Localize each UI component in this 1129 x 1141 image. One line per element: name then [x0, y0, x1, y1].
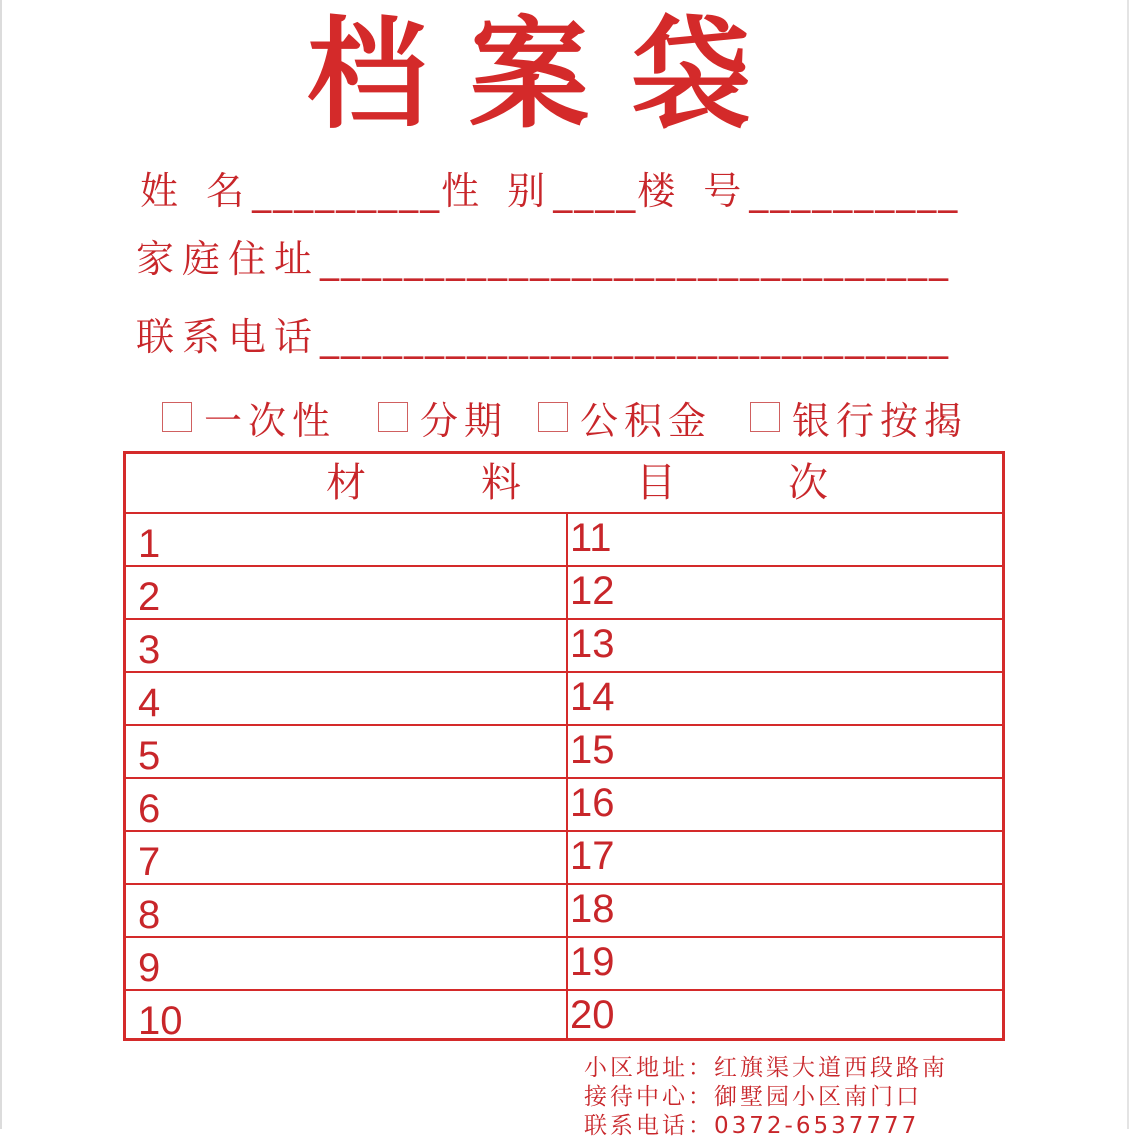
option-label: 银行按揭 [792, 398, 969, 443]
phone-label: 联系电话 [136, 315, 321, 359]
checkbox[interactable] [750, 402, 780, 432]
gender-field[interactable]: ____ [553, 169, 638, 213]
table-row [126, 514, 1002, 567]
row-number-left: 3 [138, 628, 161, 672]
option-lump-sum[interactable] [162, 394, 337, 443]
address-line [136, 236, 950, 282]
address-label: 家庭住址 [136, 237, 321, 281]
row-number-left: 1 [138, 522, 161, 566]
table-row [126, 567, 1002, 620]
header-char: 目 [636, 460, 676, 506]
phone-field[interactable]: ______________________________ [320, 315, 951, 359]
name-label: 姓 名 [140, 169, 253, 213]
address-field[interactable]: ______________________________ [320, 237, 951, 281]
header-char: 材 [326, 460, 366, 506]
table-row [126, 726, 1002, 779]
row-number-right: 15 [570, 728, 615, 772]
table-row [126, 938, 1002, 991]
reception-center: 接待中心：御墅园小区南门口 [584, 1084, 922, 1110]
table-row [126, 885, 1002, 938]
row-number-right: 13 [570, 622, 615, 666]
option-label: 一次性 [204, 398, 337, 443]
table-row [126, 991, 1002, 1044]
community-address: 小区地址：红旗渠大道西段路南 [584, 1055, 948, 1081]
building-field[interactable]: __________ [749, 169, 960, 213]
checkbox[interactable] [538, 402, 568, 432]
payment-options [162, 394, 982, 443]
row-number-right: 16 [570, 781, 615, 825]
name-field[interactable]: _________ [252, 169, 442, 213]
table-row [126, 832, 1002, 885]
option-bank-mortgage[interactable] [750, 394, 969, 443]
row-number-left: 7 [138, 840, 161, 884]
checkbox[interactable] [378, 402, 408, 432]
phone-line [136, 314, 950, 360]
option-provident-fund[interactable] [538, 394, 713, 443]
footer-info [584, 1054, 948, 1141]
table-row [126, 620, 1002, 673]
gender-label: 性 别 [441, 169, 554, 213]
row-number-left: 5 [138, 734, 161, 778]
option-label: 分期 [420, 398, 509, 443]
header-char: 次 [788, 460, 828, 506]
table-header [126, 454, 1002, 514]
row-number-right: 18 [570, 887, 615, 931]
table-row [126, 779, 1002, 832]
row-number-right: 11 [570, 516, 612, 560]
table-row [126, 673, 1002, 726]
option-label: 公积金 [580, 398, 713, 443]
row-number-right: 19 [570, 940, 615, 984]
row-number-left: 10 [138, 999, 183, 1043]
row-number-right: 17 [570, 834, 615, 878]
name-gender-building-line [140, 168, 959, 214]
checkbox[interactable] [162, 402, 192, 432]
page-edge-left [0, 0, 2, 1129]
row-number-left: 9 [138, 946, 161, 990]
row-number-right: 12 [570, 569, 615, 613]
row-number-left: 2 [138, 575, 161, 619]
contact-phone: 联系电话：0372-6537777 [584, 1113, 920, 1139]
row-number-left: 4 [138, 681, 161, 725]
materials-table [123, 451, 1005, 1041]
row-number-right: 20 [570, 993, 615, 1037]
building-label: 楼 号 [637, 169, 750, 213]
row-number-right: 14 [570, 675, 615, 719]
header-char: 料 [481, 460, 521, 506]
row-number-left: 8 [138, 893, 161, 937]
document-title: 档案袋 [307, 6, 793, 145]
option-installment[interactable] [378, 394, 509, 443]
row-number-left: 6 [138, 787, 161, 831]
